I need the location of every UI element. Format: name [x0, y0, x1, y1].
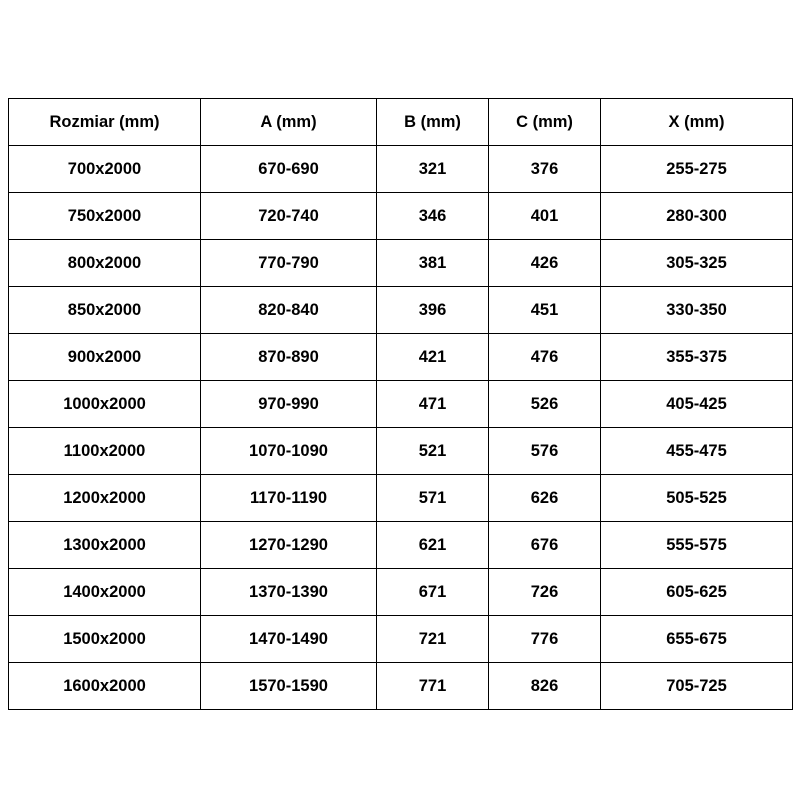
column-header-c: C (mm) [489, 99, 601, 146]
cell-b: 671 [377, 569, 489, 616]
cell-x: 305-325 [601, 240, 793, 287]
cell-x: 330-350 [601, 287, 793, 334]
cell-rozmiar: 1200x2000 [9, 475, 201, 522]
cell-c: 401 [489, 193, 601, 240]
cell-c: 676 [489, 522, 601, 569]
cell-b: 771 [377, 663, 489, 710]
cell-b: 721 [377, 616, 489, 663]
cell-b: 381 [377, 240, 489, 287]
cell-b: 471 [377, 381, 489, 428]
table-row [9, 240, 793, 287]
cell-x: 505-525 [601, 475, 793, 522]
table-row [9, 663, 793, 710]
cell-rozmiar: 800x2000 [9, 240, 201, 287]
cell-rozmiar: 1600x2000 [9, 663, 201, 710]
table-row [9, 475, 793, 522]
cell-x: 555-575 [601, 522, 793, 569]
cell-a: 870-890 [201, 334, 377, 381]
cell-a: 1170-1190 [201, 475, 377, 522]
cell-c: 426 [489, 240, 601, 287]
cell-c: 826 [489, 663, 601, 710]
cell-c: 376 [489, 146, 601, 193]
cell-a: 720-740 [201, 193, 377, 240]
dimensions-table-container [8, 98, 792, 710]
cell-b: 521 [377, 428, 489, 475]
cell-rozmiar: 1400x2000 [9, 569, 201, 616]
cell-x: 255-275 [601, 146, 793, 193]
column-header-x: X (mm) [601, 99, 793, 146]
cell-x: 655-675 [601, 616, 793, 663]
cell-c: 476 [489, 334, 601, 381]
cell-c: 726 [489, 569, 601, 616]
cell-c: 451 [489, 287, 601, 334]
cell-b: 321 [377, 146, 489, 193]
cell-a: 1470-1490 [201, 616, 377, 663]
cell-a: 820-840 [201, 287, 377, 334]
cell-x: 605-625 [601, 569, 793, 616]
cell-c: 626 [489, 475, 601, 522]
cell-rozmiar: 750x2000 [9, 193, 201, 240]
cell-c: 526 [489, 381, 601, 428]
cell-b: 621 [377, 522, 489, 569]
cell-b: 396 [377, 287, 489, 334]
table-row [9, 287, 793, 334]
table-row [9, 616, 793, 663]
cell-x: 405-425 [601, 381, 793, 428]
cell-rozmiar: 1100x2000 [9, 428, 201, 475]
cell-a: 1570-1590 [201, 663, 377, 710]
table-header [9, 99, 793, 146]
cell-rozmiar: 900x2000 [9, 334, 201, 381]
cell-rozmiar: 850x2000 [9, 287, 201, 334]
cell-c: 576 [489, 428, 601, 475]
cell-b: 421 [377, 334, 489, 381]
table-row [9, 146, 793, 193]
table-header-row [9, 99, 793, 146]
cell-x: 280-300 [601, 193, 793, 240]
cell-rozmiar: 1300x2000 [9, 522, 201, 569]
cell-x: 355-375 [601, 334, 793, 381]
cell-c: 776 [489, 616, 601, 663]
cell-b: 346 [377, 193, 489, 240]
table-row [9, 381, 793, 428]
column-header-a: A (mm) [201, 99, 377, 146]
table-row [9, 522, 793, 569]
table-body [9, 146, 793, 710]
column-header-b: B (mm) [377, 99, 489, 146]
cell-rozmiar: 700x2000 [9, 146, 201, 193]
cell-a: 770-790 [201, 240, 377, 287]
column-header-rozmiar: Rozmiar (mm) [9, 99, 201, 146]
cell-a: 1270-1290 [201, 522, 377, 569]
table-row [9, 334, 793, 381]
table-row [9, 428, 793, 475]
cell-x: 455-475 [601, 428, 793, 475]
cell-a: 1070-1090 [201, 428, 377, 475]
cell-x: 705-725 [601, 663, 793, 710]
dimensions-table [8, 98, 793, 710]
cell-a: 970-990 [201, 381, 377, 428]
table-row [9, 193, 793, 240]
cell-rozmiar: 1500x2000 [9, 616, 201, 663]
cell-rozmiar: 1000x2000 [9, 381, 201, 428]
table-row [9, 569, 793, 616]
cell-a: 670-690 [201, 146, 377, 193]
cell-b: 571 [377, 475, 489, 522]
cell-a: 1370-1390 [201, 569, 377, 616]
